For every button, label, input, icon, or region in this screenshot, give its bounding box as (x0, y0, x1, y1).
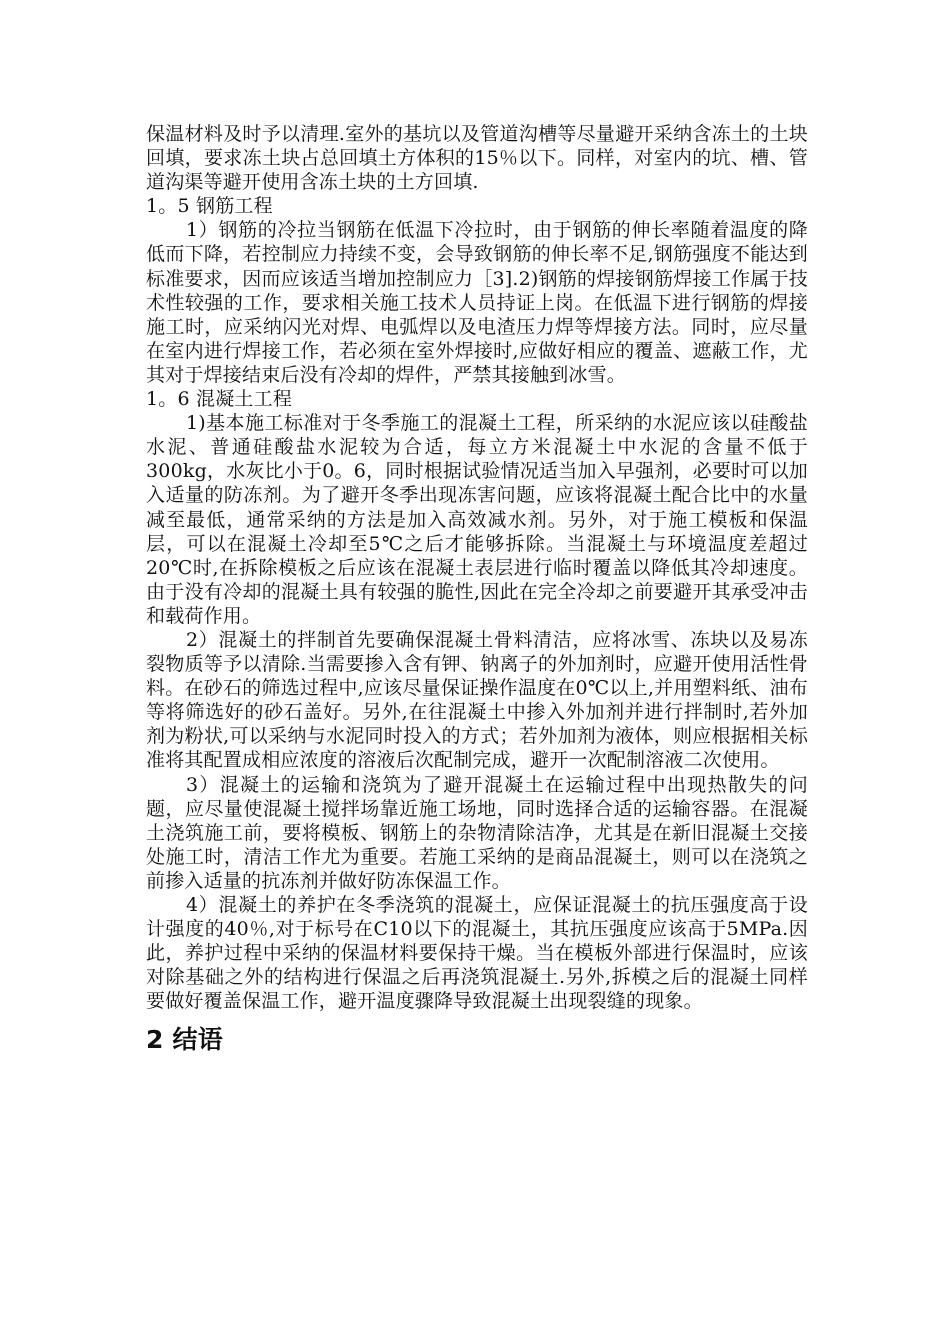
subheading-rebar-engineering: 1。5 钢筋工程 (146, 195, 273, 218)
subheading-concrete-engineering: 1。6 混凝土工程 (146, 388, 293, 411)
paragraph-rebar: 1）钢筋的冷拉当钢筋在低温下冷拉时，由于钢筋的伸长率随着温度的降低而下降，若控制应力持续不变，会导致钢筋的伸长率不足,钢筋强度不能达到标准要求，因而应该适当增加控制应力［3].2)钢筋的焊接钢筋焊接工作属于技术性较强的工作，要求相关施工技术人员持证上岗。在低温下进行钢筋的焊接施工时，应采纳闪光对焊、电弧焊以及电渣压力焊等焊接方法。同时，应尽量在室内进行焊接工作，若必须在室外焊接时,应做好相应的覆盖、遮蔽工作，尤其对于焊接结束后没有冷却的焊件，严禁其接触到冰雪。 (146, 219, 808, 386)
paragraph-concrete-transport: 3）混凝土的运输和浇筑为了避开混凝土在运输过程中出现热散失的问题，应尽量使混凝土搅拌场靠近施工场地，同时选择合适的运输容器。在混凝土浇筑施工前，要将模板、钢筋上的杂物清除洁净，尤其是在新旧混凝土交接处施工时，清洁工作尤为重要。若施工采纳的是商品混凝土，则可以在浇筑之前掺入适量的抗冻剂并做好防冻保温工作。 (146, 773, 808, 892)
paragraph-concrete-mixing: 2）混凝土的拌制首先要确保混凝土骨料清洁，应将冰雪、冻块以及易冻裂物质等予以清除.当需要掺入含有钾、钠离子的外加剂时，应避开使用活性骨料。在砂石的筛选过程中,应该尽量保证操作温度在0℃以上,并用塑料纸、油布等将筛选好的砂石盖好。另外,在往混凝土中掺入外加剂并进行拌制时,若外加剂为粉状,可以采纳与水泥同时投入的方式；若外加剂为液体，则应根据相关标准将其配置成相应浓度的溶液后次配制完成，避开一次配制溶液二次使用。 (146, 628, 808, 772)
paragraph-backfill: 保温材料及时予以清理.室外的基坑以及管道沟槽等尽量避开采纳含冻土的土块回填，要求冻土块占总回填土方体积的15％以下。同样，对室内的坑、槽、管道沟渠等避开使用含冻土块的土方回填. (146, 123, 808, 194)
paragraph-concrete-standards: 1)基本施工标准对于冬季施工的混凝土工程，所采纳的水泥应该以硅酸盐水泥、普通硅酸盐水泥较为合适，每立方米混凝土中水泥的含量不低于300kg，水灰比小于0。6，同时根据试验情况适当加入早强剂，必要时可以加入适量的防冻剂。为了避开冬季出现冻害问题，应该将混凝土配合比中的水量减至最低，通常采纳的方法是加入高效减水剂。另外，对于施工模板和保温层，可以在混凝土冷却至5℃之后才能够拆除。当混凝土与环境温度差超过20℃时,在拆除模板之后应该在混凝土表层进行临时覆盖以降低其冷却速度。由于没有冷却的混凝土具有较强的脆性,因此在完全冷却之前要避开其承受冲击和载荷作用。 (146, 412, 808, 627)
paragraph-concrete-curing: 4）混凝土的养护在冬季浇筑的混凝土，应保证混凝土的抗压强度高于设计强度的40％,对于标号在C10以下的混凝土，其抗压强度应该高于5MPa.因此，养护过程中采纳的保温材料要保持干燥。当在模板外部进行保温时，应该对除基础之外的结构进行保温之后再浇筑混凝土.另外,拆模之后的混凝土同样要做好覆盖保温工作，避开温度骤降导致混凝土出现裂缝的现象。 (146, 894, 808, 1013)
section-heading-conclusion: 2 结语 (146, 1025, 223, 1055)
document-page (146, 122, 808, 1055)
